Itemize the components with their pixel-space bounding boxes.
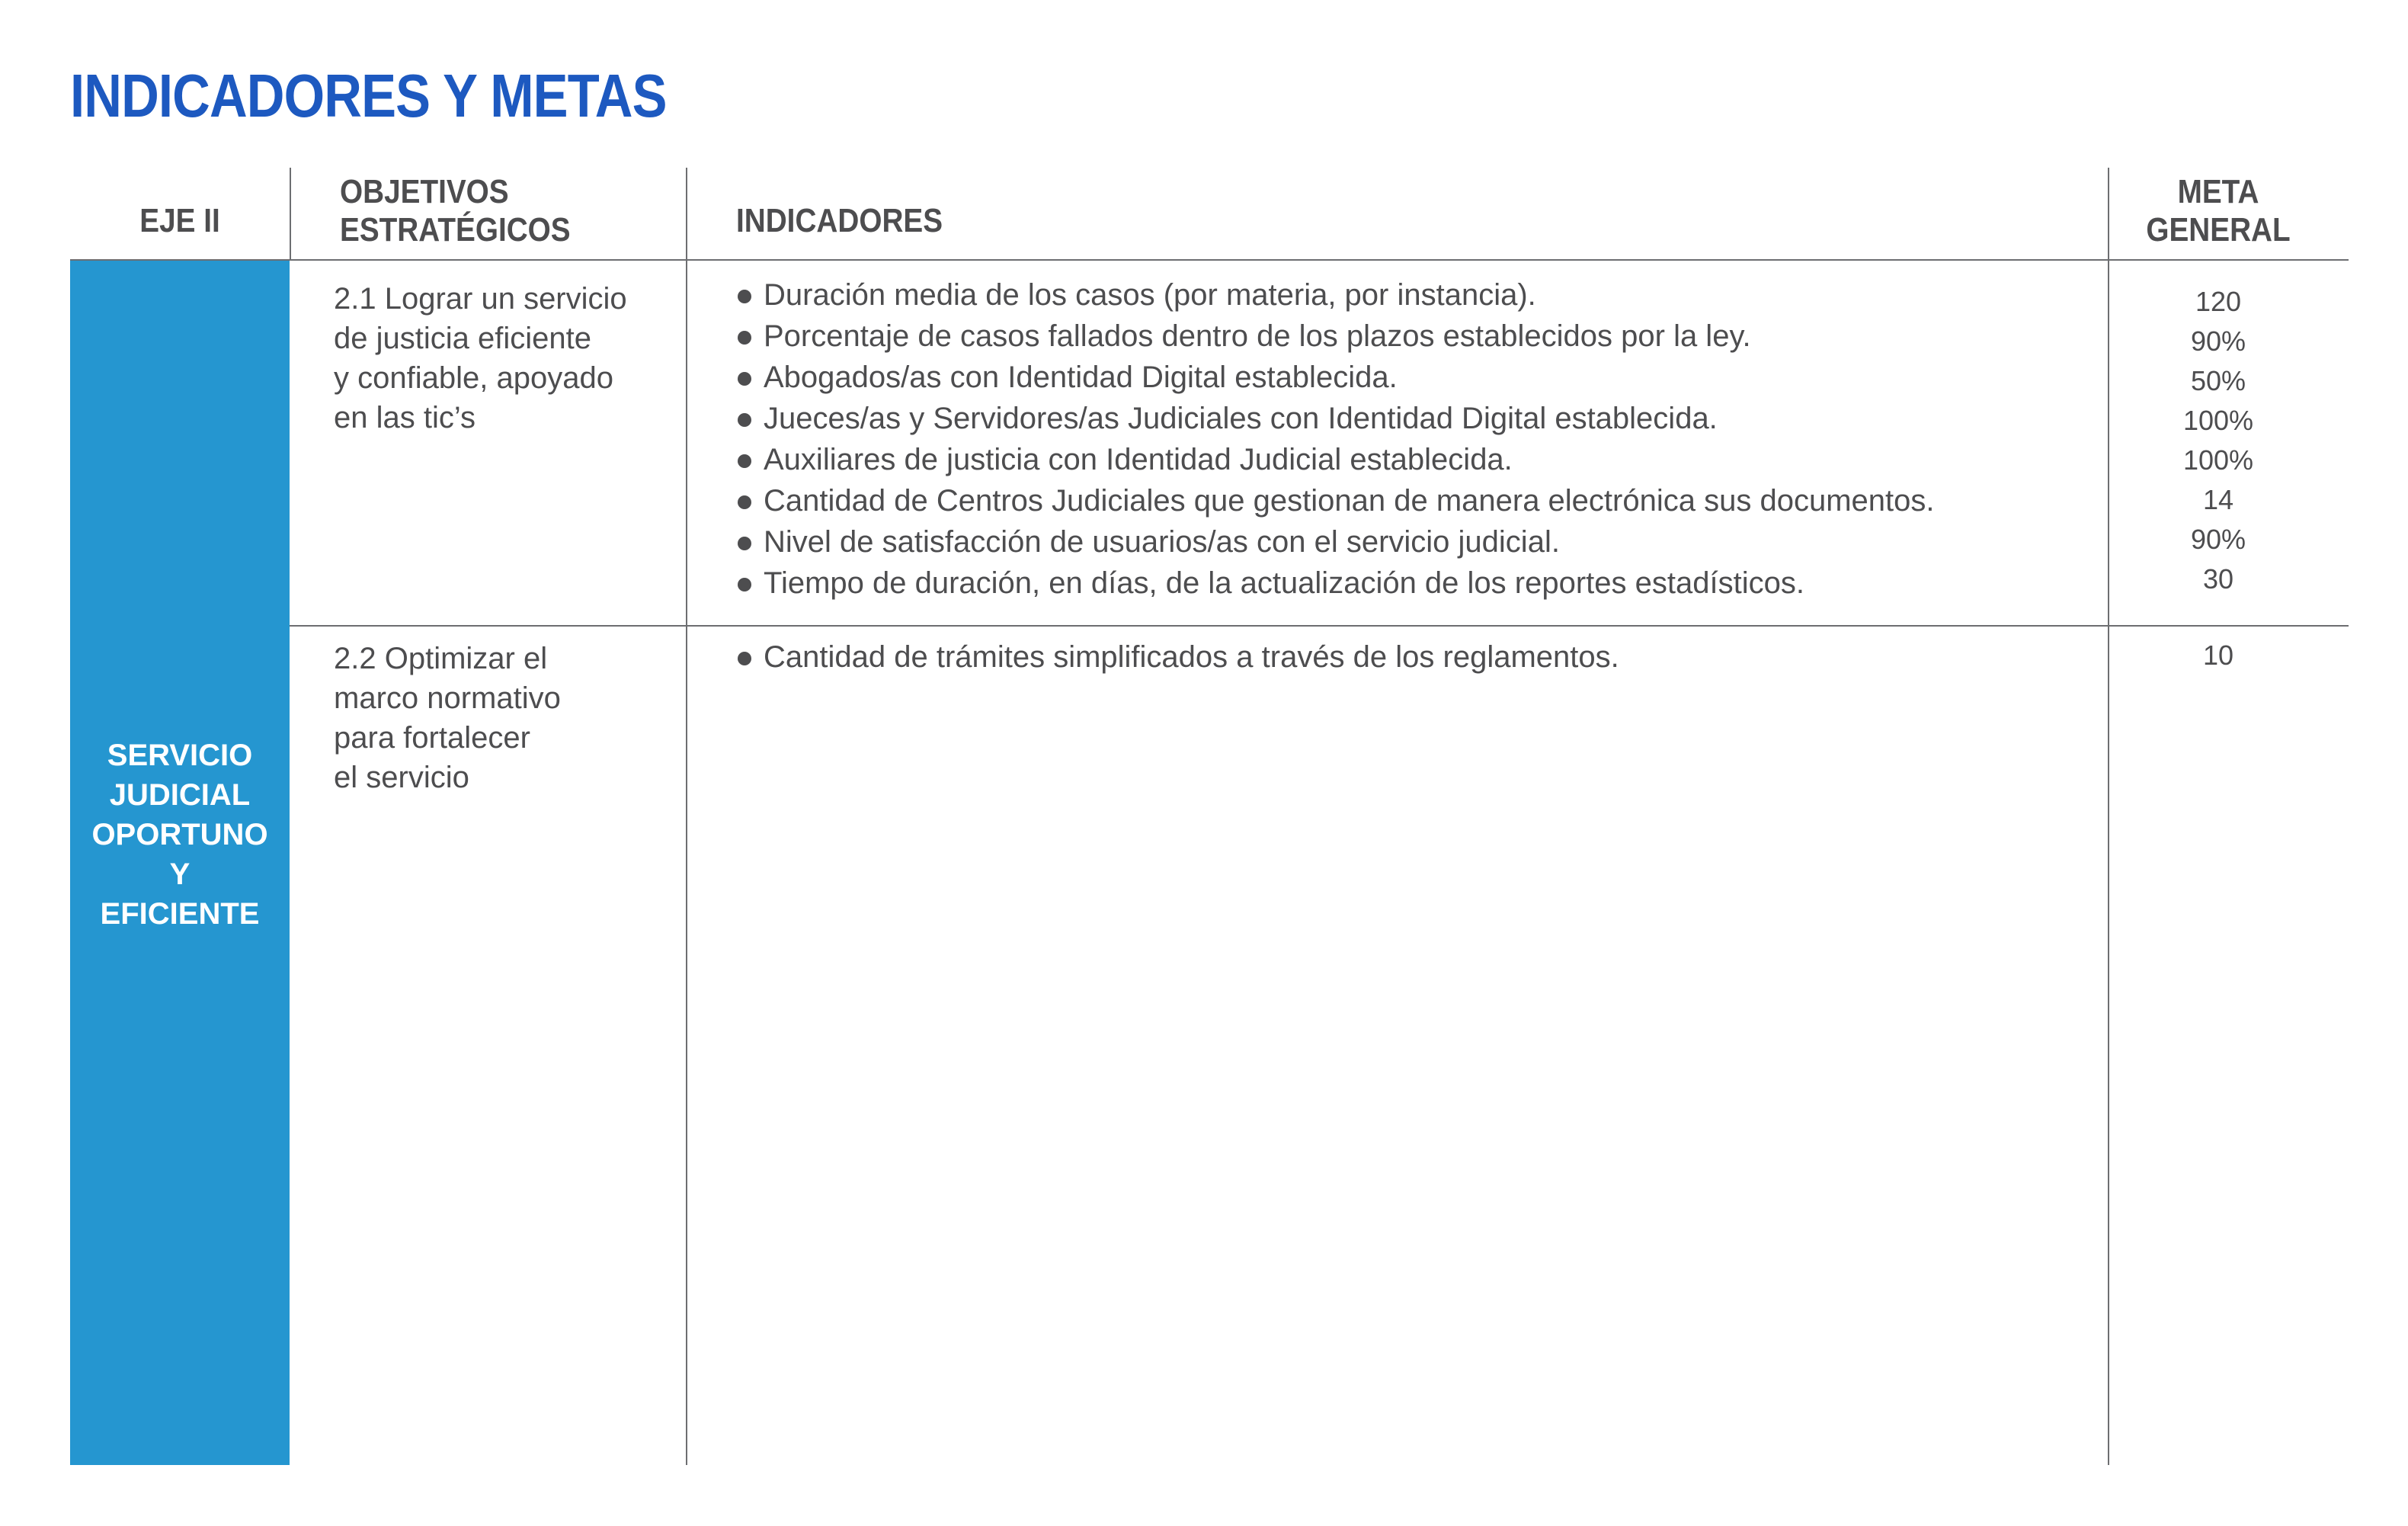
indicator-text: Duración media de los casos (por materia, por instancia). xyxy=(764,278,1536,312)
column-divider-objetivos xyxy=(290,168,291,261)
objective-2-2: 2.2 Optimizar el marco normativo para fortalecer el servicio xyxy=(334,642,561,794)
meta-value: 14 xyxy=(2202,484,2234,515)
meta-value: 100% xyxy=(2182,405,2254,436)
indicator-text: Tiempo de duración, en días, de la actualización de los reportes estadísticos. xyxy=(764,566,1804,600)
list-item xyxy=(736,357,1934,398)
list-item xyxy=(736,316,1934,357)
list-item xyxy=(736,563,1934,604)
bullet-icon xyxy=(738,331,751,345)
bullet-icon xyxy=(738,537,751,550)
meta-value: 10 xyxy=(2202,640,2234,671)
list-item xyxy=(736,636,1619,678)
indicator-text: Abogados/as con Identidad Digital establecida. xyxy=(764,361,1398,394)
meta-value: 30 xyxy=(2202,563,2234,595)
indicator-text: Cantidad de Centros Judiciales que gestionan de manera electrónica sus documentos. xyxy=(764,484,1935,518)
meta-list-2-2 xyxy=(2108,636,2329,675)
row-divider xyxy=(290,625,2349,627)
bullet-icon xyxy=(738,372,751,386)
list-item xyxy=(736,274,1934,316)
page-title: INDICADORES Y METAS xyxy=(70,62,667,130)
meta-value: 120 xyxy=(2195,286,2242,317)
bullet-icon xyxy=(738,652,751,665)
header-rule xyxy=(70,259,2349,261)
meta-value: 50% xyxy=(2190,365,2246,396)
header-eje: EJE II xyxy=(139,202,220,239)
list-item xyxy=(736,398,1934,439)
objective-2-1: 2.1 Lograr un servicio de justicia eficiente y confiable, apoyado en las tic’s xyxy=(334,282,627,434)
indicator-text: Nivel de satisfacción de usuarios/as con el servicio judicial. xyxy=(764,525,1560,559)
eje-label: SERVICIO JUDICIAL OPORTUNO Y EFICIENTE xyxy=(91,739,268,931)
indicator-text: Cantidad de trámites simplificados a través de los reglamentos. xyxy=(764,640,1619,674)
bullet-icon xyxy=(738,290,751,303)
meta-list-2-1 xyxy=(2108,282,2329,599)
indicator-list-2-1 xyxy=(736,274,1934,604)
header-objetivos: OBJETIVOS ESTRATÉGICOS xyxy=(340,173,571,248)
list-item xyxy=(736,439,1934,480)
bullet-icon xyxy=(738,454,751,468)
bullet-icon xyxy=(738,495,751,509)
indicator-text: Jueces/as y Servidores/as Judiciales con Identidad Digital establecida. xyxy=(764,402,1718,435)
bullet-icon xyxy=(738,578,751,591)
meta-value: 100% xyxy=(2182,444,2254,476)
bullet-icon xyxy=(738,413,751,427)
indicator-text: Auxiliares de justicia con Identidad Judicial establecida. xyxy=(764,443,1513,476)
list-item xyxy=(736,480,1934,521)
indicator-list-2-2 xyxy=(736,636,1619,678)
header-meta-general: META GENERAL xyxy=(2146,173,2291,248)
indicator-text: Porcentaje de casos fallados dentro de los plazos establecidos por la ley. xyxy=(764,319,1751,353)
header-indicadores: INDICADORES xyxy=(736,202,943,239)
meta-value: 90% xyxy=(2190,325,2246,357)
meta-value: 90% xyxy=(2190,524,2246,555)
list-item xyxy=(736,521,1934,563)
